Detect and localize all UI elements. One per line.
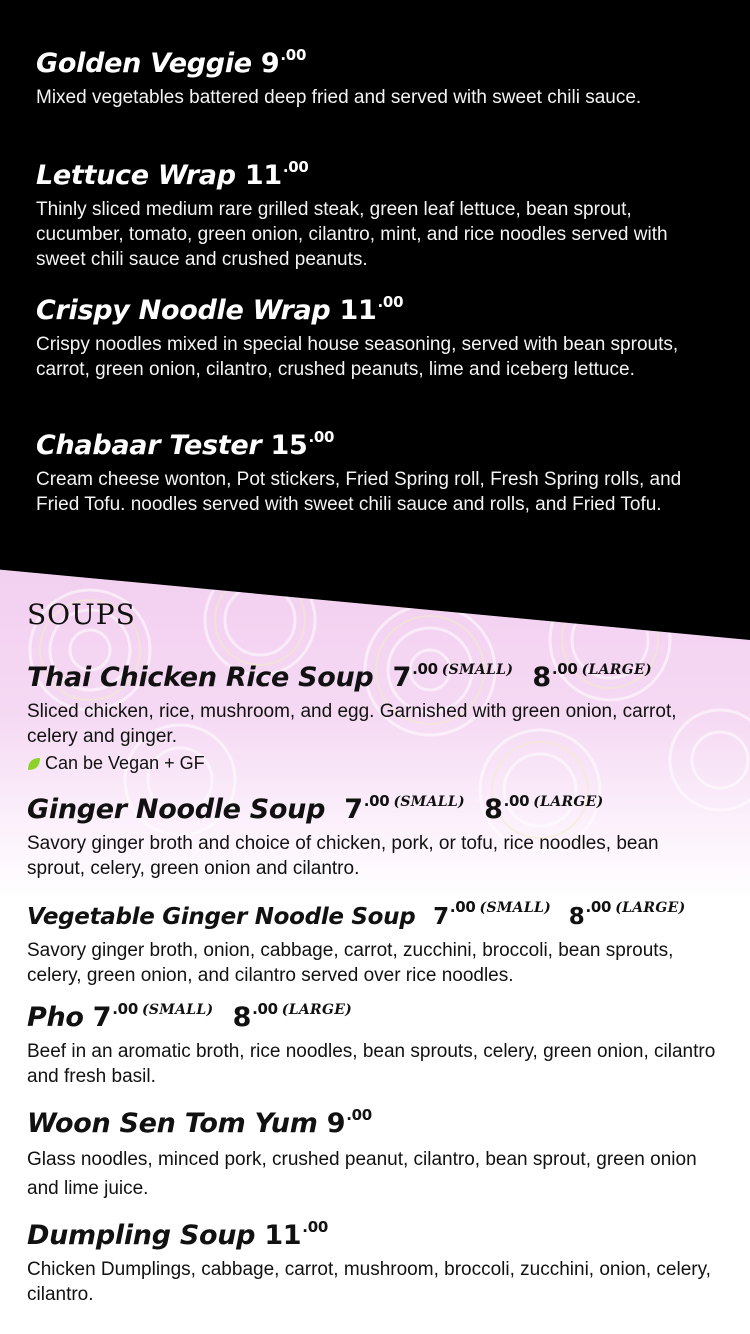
menu-item-dumpling-soup bbox=[27, 1210, 716, 1307]
item-description: Cream cheese wonton, Pot stickers, Fried Spring roll, Fresh Spring rolls, and Fried Tofu. noodles served with sweet chili sauce and rolls, and Fried Tofu. bbox=[36, 469, 682, 515]
item-name: Crispy Noodle Wrap bbox=[36, 295, 331, 326]
size-label: (LARGE) bbox=[533, 794, 604, 810]
item-name: Chabaar Tester bbox=[36, 430, 262, 461]
menu-item-thai-chicken-rice-soup bbox=[27, 652, 716, 774]
menu-item-ginger-noodle-soup bbox=[27, 784, 716, 881]
item-description: Thinly sliced medium rare grilled steak, green leaf lettuce, bean sprout, cucumber, tomato, green onion, cilantro, mint, and rice noodles served with sweet chili sauce and crushed peanuts. bbox=[36, 199, 668, 270]
menu-item-crispy-noodle-wrap bbox=[36, 285, 716, 382]
item-description: Savory ginger broth and choice of chicken, pork, or tofu, rice noodles, bean sprout, celery, green onion and cilantro. bbox=[27, 833, 659, 879]
item-name: Lettuce Wrap bbox=[36, 160, 236, 191]
item-name: Golden Veggie bbox=[36, 48, 252, 79]
item-name: Pho bbox=[27, 1002, 84, 1033]
item-title bbox=[27, 784, 716, 827]
item-title bbox=[36, 420, 716, 463]
item-name: Ginger Noodle Soup bbox=[27, 794, 326, 825]
item-title bbox=[36, 150, 716, 193]
item-price-small: $7^{.00}$ bbox=[433, 898, 476, 930]
menu-item-woon-sen-tom-yum bbox=[27, 1098, 716, 1203]
item-name: Vegetable Ginger Noodle Soup bbox=[27, 904, 416, 930]
menu-item-lettuce-wrap bbox=[36, 150, 716, 272]
leaf-icon bbox=[27, 757, 41, 771]
item-price: $15^{.00}$ bbox=[270, 428, 335, 461]
item-name: Woon Sen Tom Yum bbox=[27, 1108, 318, 1139]
size-label: (LARGE) bbox=[615, 900, 686, 916]
item-description: Glass noodles, minced pork, crushed peanut, cilantro, bean sprout, green onion and lime juice. bbox=[27, 1149, 697, 1199]
item-description: Savory ginger broth, onion, cabbage, carrot, zucchini, broccoli, bean sprouts, celery, green onion, and cilantro served over rice noodles. bbox=[27, 940, 674, 986]
item-price: $11^{.00}$ bbox=[244, 158, 309, 191]
item-description: Sliced chicken, rice, mushroom, and egg. Garnished with green onion, carrot, celery and ginger. bbox=[27, 701, 677, 747]
vegan-note bbox=[27, 753, 716, 774]
size-label: (SMALL) bbox=[141, 1002, 214, 1018]
item-title bbox=[36, 285, 716, 328]
size-label: (LARGE) bbox=[281, 1002, 353, 1018]
item-price-large: $8^{.00}$ bbox=[568, 898, 612, 930]
item-price-small: $7^{.00}$ bbox=[392, 660, 438, 693]
item-name: Thai Chicken Rice Soup bbox=[27, 662, 374, 693]
item-description: Mixed vegetables battered deep fried and served with sweet chili sauce. bbox=[36, 87, 642, 108]
size-label: (SMALL) bbox=[393, 794, 465, 810]
item-description: Chicken Dumplings, cabbage, carrot, mushroom, broccoli, zucchini, onion, celery, cilantro. bbox=[27, 1259, 711, 1305]
menu-item-chabaar-tester bbox=[36, 420, 716, 517]
item-title bbox=[27, 1098, 716, 1141]
item-price: $9^{.00}$ bbox=[326, 1106, 372, 1139]
item-price-large: $8^{.00}$ bbox=[232, 1000, 278, 1033]
item-title bbox=[27, 652, 716, 695]
menu-item-pho bbox=[27, 992, 716, 1089]
item-price-small: $7^{.00}$ bbox=[92, 1000, 138, 1033]
vegan-note-text: Can be Vegan + GF bbox=[45, 753, 205, 773]
menu-item-golden-veggie bbox=[36, 38, 716, 110]
item-description: Beef in an aromatic broth, rice noodles, bean sprouts, celery, green onion, cilantro and fresh basil. bbox=[27, 1041, 716, 1087]
size-label: (LARGE) bbox=[581, 662, 652, 678]
item-title bbox=[27, 890, 716, 934]
item-description: Crispy noodles mixed in special house seasoning, served with bean sprouts, carrot, green onion, cilantro, crushed peanuts, lime and iceberg lettuce. bbox=[36, 334, 679, 380]
item-price-large: $8^{.00}$ bbox=[484, 792, 530, 825]
item-name: Dumpling Soup bbox=[27, 1220, 256, 1251]
item-price: $11^{.00}$ bbox=[339, 293, 404, 326]
size-label: (SMALL) bbox=[441, 662, 514, 678]
section-title-soups: SOUPS bbox=[27, 598, 136, 631]
item-price: $11^{.00}$ bbox=[264, 1218, 328, 1251]
item-title bbox=[27, 992, 716, 1035]
item-price-large: $8^{.00}$ bbox=[532, 660, 578, 693]
menu-item-vegetable-ginger-noodle-soup bbox=[27, 890, 716, 988]
item-title bbox=[27, 1210, 716, 1253]
size-label: (SMALL) bbox=[479, 900, 552, 916]
item-price: $9^{.00}$ bbox=[260, 46, 307, 79]
item-title bbox=[36, 38, 716, 81]
item-price-small: $7^{.00}$ bbox=[344, 792, 390, 825]
